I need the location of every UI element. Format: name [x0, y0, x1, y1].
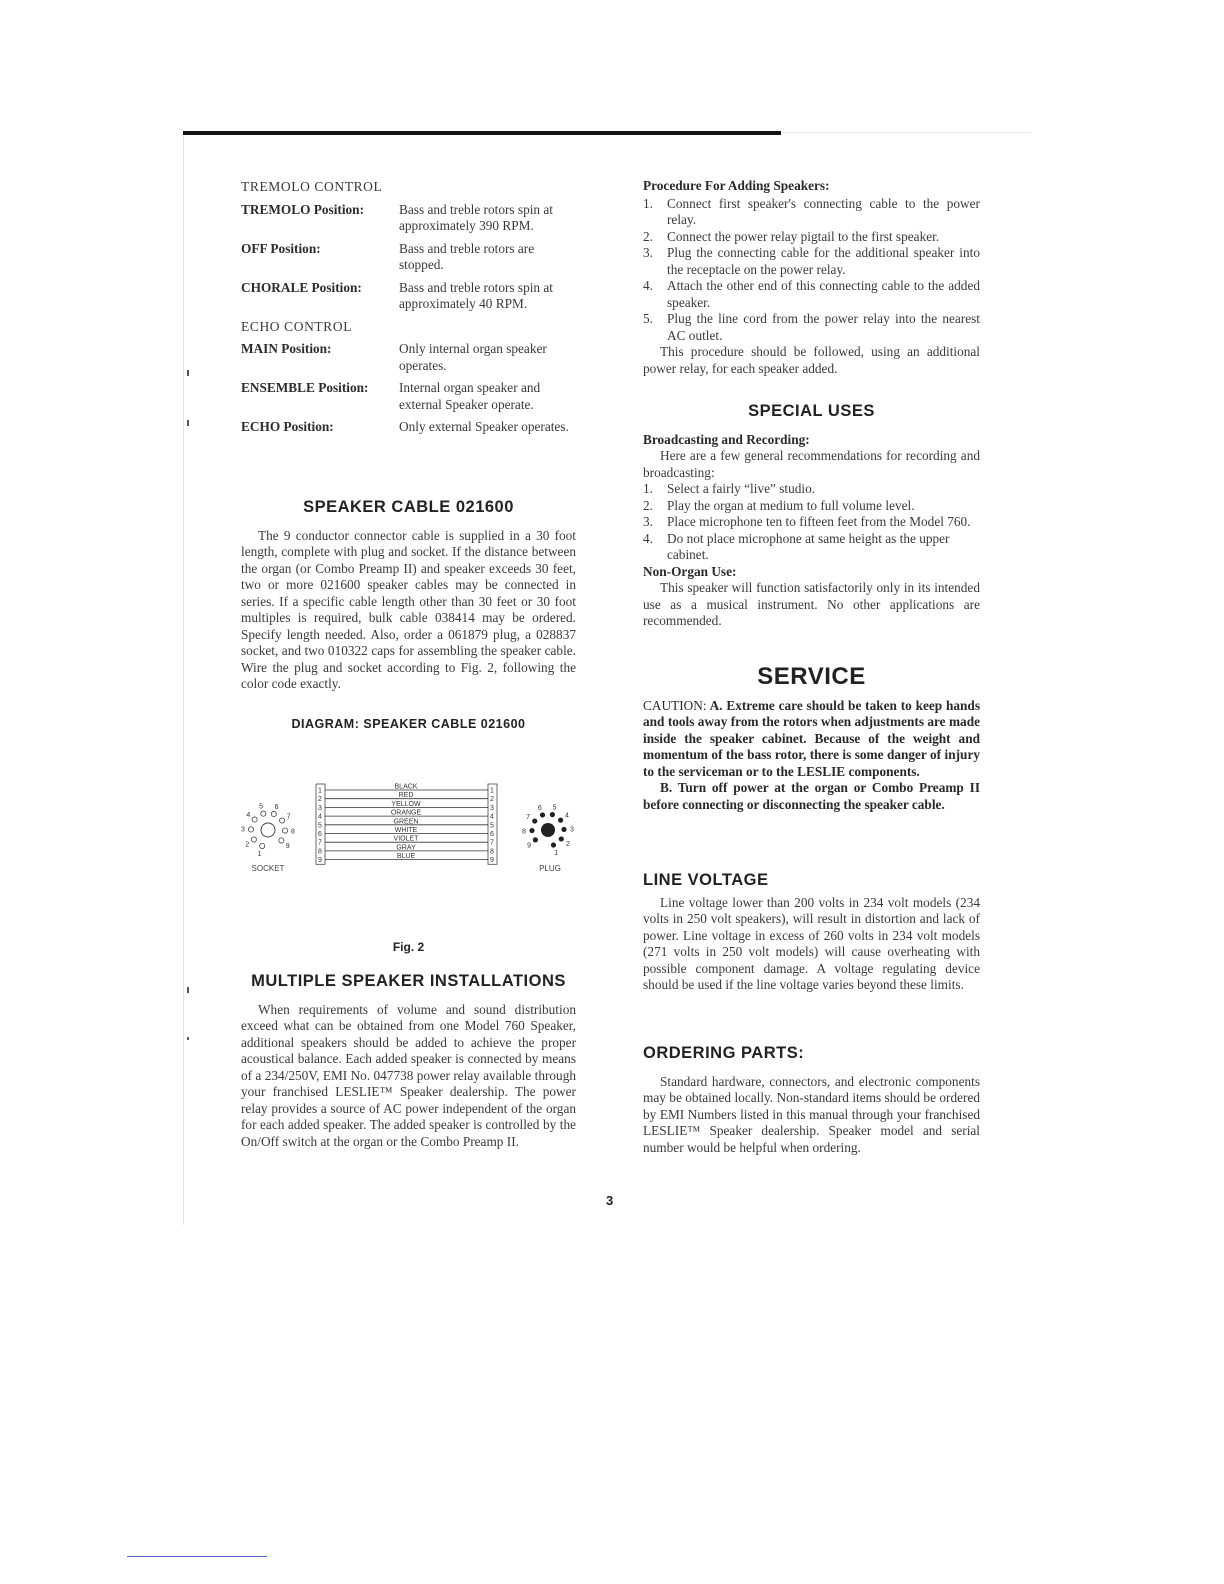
socket-pin-number: 2 [318, 796, 322, 804]
wire-color-label: BLUE [396, 853, 416, 861]
socket-pin [251, 837, 256, 842]
ordering-parts-section [643, 1045, 980, 1156]
position-row [241, 280, 576, 313]
list-item: 2. Play the organ at medium to full volume level. [643, 497, 915, 513]
position-label: ECHO Position: [241, 419, 334, 434]
socket-pin-number: 1 [318, 787, 322, 795]
caution-a [643, 698, 980, 781]
top-rule-fade [781, 132, 1031, 133]
socket-pin-number: 5 [318, 822, 322, 830]
plug-pin-label: 8 [522, 828, 526, 836]
position-text: Bass and treble rotors are stopped. [399, 240, 535, 272]
socket-pin-label: 4 [246, 812, 251, 820]
plug-pin-number: 8 [490, 848, 494, 856]
wire-color-label: WHITE [394, 827, 418, 834]
line-voltage-heading: LINE VOLTAGE [643, 871, 769, 889]
multiple-speaker-heading: MULTIPLE SPEAKER INSTALLATIONS [251, 972, 566, 990]
plug-pin-number: 4 [490, 813, 494, 821]
position-label: MAIN Position: [241, 341, 332, 356]
plug-pin-number: 1 [490, 787, 494, 795]
socket-pin-number: 6 [318, 831, 322, 838]
plug-pin-label: 5 [552, 804, 557, 812]
list-item: 1. Connect first speaker's connecting cable to the power relay. [643, 195, 980, 227]
position-label: TREMOLO Position: [241, 201, 365, 217]
non-organ-heading: Non-Organ Use: [643, 563, 737, 579]
socket-pin-label: 6 [274, 804, 279, 812]
margin-tick [187, 987, 189, 993]
speaker-cable-section [241, 499, 576, 693]
non-organ-body: This speaker will function satisfactorily only in its intended use as a musical instrument. No other applications are recommended. [643, 580, 980, 628]
plug-pin [532, 818, 537, 823]
socket-label: SOCKET [251, 864, 285, 873]
socket-pin-number: 7 [318, 839, 322, 847]
figure-caption: Fig. 2 [392, 940, 425, 954]
position-row [241, 202, 576, 235]
speaker-cable-body: The 9 conductor connector cable is supplied in a 30 foot length, complete with plug and socket. If the distance between the organ (or Combo Preamp II) and speaker exceeds 30 feet, two or more 021600 speaker cables may be connected in series. If a specific cable length other than 30 feet or 30 foot multiples is required, bulk cable 038414 may be ordered. Specify length needed. Also, order a 061879 plug, a 028837 socket, and two 010322 caps for assembling the speaker cable. Wire the plug and socket according to Fig. 2, following the color code exactly. [241, 527, 576, 691]
list-item: 4. Do not place microphone at same height as the upper cabinet. [643, 530, 950, 562]
wire-color-label: BLACK [394, 783, 418, 791]
socket-pin-number: 3 [318, 804, 322, 812]
socket-icon [241, 803, 295, 858]
list-item: 3. Plug the connecting cable for the additional speaker into the receptacle on the power relay. [643, 245, 980, 277]
socket-pin-label: 7 [286, 813, 291, 821]
plug-label: PLUG [539, 864, 561, 873]
socket-pin-label: 3 [241, 826, 245, 834]
socket-pin [271, 811, 276, 816]
socket-pin-label: 9 [285, 842, 290, 850]
position-label: OFF Position: [241, 240, 321, 256]
ordering-parts-body: Standard hardware, connectors, and electronic components may be obtained locally. Non-standard items should be ordered by EMI Numbers listed in this manual through your franchised LESLIE™ Speaker dealership. Speaker model and serial number would be helpful when ordering. [643, 1073, 980, 1155]
position-text: Only internal organ speaker operates. [399, 341, 547, 373]
socket-pin-label: 1 [257, 850, 262, 858]
socket-pin [279, 838, 284, 843]
position-text: Bass and treble rotors spin at approximately 390 RPM. [399, 201, 553, 233]
broadcast-intro: Here are a few general recommendations for recording and broadcasting: [643, 448, 980, 480]
position-label: ENSEMBLE Position: [241, 380, 369, 395]
multiple-speaker-section [241, 973, 576, 1150]
plug-pin-label: 6 [537, 804, 542, 812]
margin-tick [187, 1037, 189, 1040]
plug-pin-number: 5 [490, 822, 494, 830]
line-voltage-body: Line voltage lower than 200 volts in 234 volt models (234 volts in 250 volt speakers), will result in distortion and lack of power. Line voltage in excess of 260 volts in 234 volt models (271 volts in 250 volt models) will cause overheating with possible component damage. A voltage regulating device should be used if the line voltage varies beyond these limits. [643, 894, 980, 992]
bottom-line [127, 1556, 267, 1557]
service-section [643, 663, 980, 813]
caution-label: CAUTION: [643, 697, 707, 713]
wire-color-label: VIOLET [393, 835, 419, 843]
plug-pin-number: 6 [490, 831, 494, 838]
plug-pin [558, 818, 563, 823]
plug-pin-label: 9 [527, 842, 532, 850]
plug-pin [529, 828, 534, 833]
top-rule [183, 131, 781, 135]
procedure-list [643, 196, 980, 345]
position-text: Internal organ speaker and external Speaker operate. [399, 380, 541, 412]
socket-pin-label: 5 [259, 803, 264, 811]
socket-pin-label: 8 [291, 828, 295, 836]
left-margin-line [183, 135, 184, 1225]
procedure-footer: This procedure should be followed, using an additional power relay, for each speaker added. [643, 344, 980, 376]
position-row [241, 380, 576, 413]
position-row [241, 341, 576, 374]
list-item: 1. Select a fairly “live” studio. [643, 481, 816, 496]
list-item: 2. Connect the power relay pigtail to the first speaker. [643, 228, 940, 244]
socket-pin-label: 2 [245, 841, 250, 849]
plug-pin-label: 1 [554, 850, 559, 858]
tremolo-section [241, 179, 576, 442]
plug-pin-number: 2 [490, 796, 494, 804]
special-uses-heading: SPECIAL USES [748, 402, 875, 420]
list-item: 3. Place microphone ten to fifteen feet from the Model 760. [643, 514, 971, 529]
socket-pin-number: 8 [318, 848, 322, 856]
procedure-section [643, 178, 980, 377]
socket-pin [282, 828, 287, 833]
position-text: Bass and treble rotors spin at approximately 40 RPM. [399, 279, 553, 311]
wire-group [316, 784, 497, 865]
plug-pin [551, 842, 556, 847]
echo-heading: ECHO CONTROL [241, 318, 353, 334]
cable-diagram [230, 780, 590, 880]
socket-pin [248, 827, 253, 832]
socket-pin-number: 9 [318, 857, 322, 865]
plug-pin [561, 827, 566, 832]
position-row [241, 419, 576, 436]
list-item: 5. Plug the line cord from the power relay into the nearest AC outlet. [643, 311, 980, 343]
tremolo-heading: TREMOLO CONTROL [241, 179, 383, 194]
broadcast-heading: Broadcasting and Recording: [643, 431, 810, 447]
socket-pin-number: 4 [318, 813, 322, 821]
position-text: Only external Speaker operates. [399, 419, 569, 434]
wire-color-label: ORANGE [390, 809, 422, 817]
wire-color-label: YELLOW [391, 800, 421, 808]
plug-pin-label: 7 [526, 814, 531, 822]
diagram-heading: DIAGRAM: SPEAKER CABLE 021600 [291, 717, 526, 731]
wire-color-label: GRAY [396, 844, 416, 852]
service-heading: SERVICE [757, 663, 866, 690]
socket-pin [279, 818, 284, 823]
plug-pin-label: 2 [565, 840, 570, 848]
plug-pin-label: 3 [570, 826, 574, 834]
plug-pin [533, 837, 538, 842]
wire-color-label: RED [398, 792, 414, 800]
socket-pin [260, 843, 265, 848]
margin-tick [187, 370, 189, 376]
plug-pin [559, 836, 564, 841]
plug-icon [522, 804, 574, 857]
page-number: 3 [606, 1193, 614, 1208]
multiple-speaker-body: When requirements of volume and sound distribution exceed what can be obtained from one Model 760 Speaker, additional speakers should be added to achieve the proper acoustical balance. Each added speaker is connected by means of a 234/250V, EMI No. 047738 power relay available through your franchised LESLIE™ Speaker dealership. The power relay provides a source of AC power independent of the organ for each added speaker. The added speaker is controlled by the On/Off switch at the organ or the Combo Preamp II. [241, 1001, 576, 1149]
list-item: 4. Attach the other end of this connecting cable to the added speaker. [643, 278, 980, 310]
margin-tick [187, 420, 189, 426]
plug-pin-label: 4 [564, 812, 569, 820]
line-voltage-section [643, 872, 980, 994]
speaker-cable-heading: SPEAKER CABLE 021600 [303, 498, 514, 516]
caution-a-text: A. Extreme care should be taken to keep hands and tools away from the rotors when adjustments are made inside the speaker cabinet. Because of the weight and momentum of the bass rotor, there is some danger of injury to the serviceman or to the LESLIE components. [643, 697, 980, 779]
plug-pin-number: 9 [490, 857, 494, 865]
position-label: CHORALE Position: [241, 279, 362, 295]
special-uses-section [643, 403, 980, 630]
position-row [241, 241, 576, 274]
socket-pin [252, 817, 257, 822]
caution-b: B. Turn off power at the organ or Combo Preamp II before connecting or disconnecting the speaker cable. [643, 780, 980, 812]
broadcast-list [643, 481, 980, 564]
ordering-parts-heading: ORDERING PARTS: [643, 1044, 805, 1062]
plug-pin [550, 812, 555, 817]
plug-pin-number: 7 [490, 839, 494, 847]
wire-color-label: GREEN [393, 818, 419, 826]
socket-pin [261, 811, 266, 816]
procedure-heading: Procedure For Adding Speakers: [643, 178, 830, 193]
plug-pin [540, 812, 545, 817]
plug-pin-number: 3 [490, 804, 494, 812]
